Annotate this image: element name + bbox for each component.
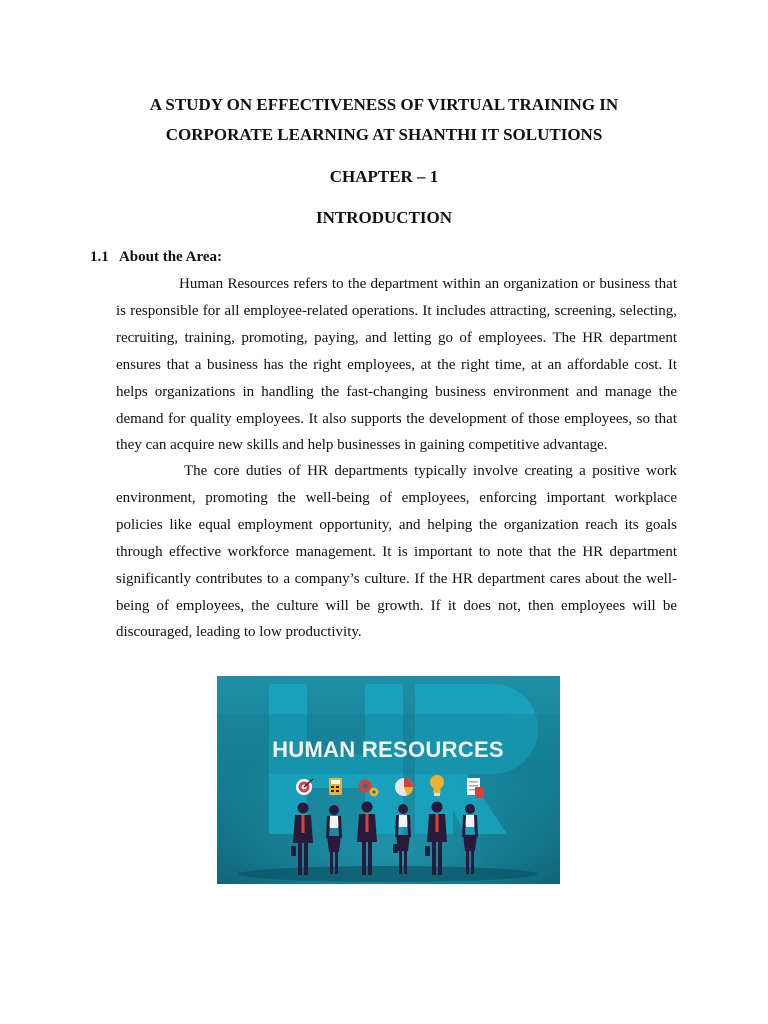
figure-caption-text: HUMAN RESOURCES (272, 737, 504, 762)
section-heading (90, 246, 222, 268)
introduction-heading: INTRODUCTION (315, 208, 453, 227)
document-title (0, 90, 768, 150)
paragraph-hr-duties: The core duties of HR departments typically involve creating a positive work environment, promoting the well-being of employees, enforcing important workplace policies like equal employment opportunity, and helping the organization reach its goals through effective workforce management. It is important to note that the HR department significantly contributes to a company’s culture. If the HR department cares about the well-being of employees, the culture will be growth. If it does not, then employees will be discouraged, leading to low productivity. (116, 463, 677, 641)
human-resources-illustration (217, 676, 560, 884)
title-line-1: A STUDY ON EFFECTIVENESS OF VIRTUAL TRAINING IN (149, 95, 619, 114)
section-title: About the Area: (118, 249, 222, 265)
calculator-icon (329, 778, 342, 795)
title-line-2: CORPORATE LEARNING AT SHANTHI IT SOLUTIONS (165, 125, 603, 144)
human-resources-image (217, 676, 560, 884)
section-number: 1.1 (90, 249, 109, 265)
pie-chart-icon (395, 778, 413, 796)
paragraph-hr-definition: Human Resources refers to the department within an organization or business that is responsible for all employee-related operations. It includes attracting, screening, selecting, recruiting, training, promoting, paying, and letting go of employees. The HR department ensures that a business has the right employees, at the right time, at an affordable cost. It helps organizations in handling the fast-changing business environment and manage the demand for quality employees. It also supports the development of those employees, so that they can acquire new skills and help businesses in gaining competitive advantage. (116, 276, 677, 454)
chapter-heading: CHAPTER – 1 (329, 167, 439, 186)
